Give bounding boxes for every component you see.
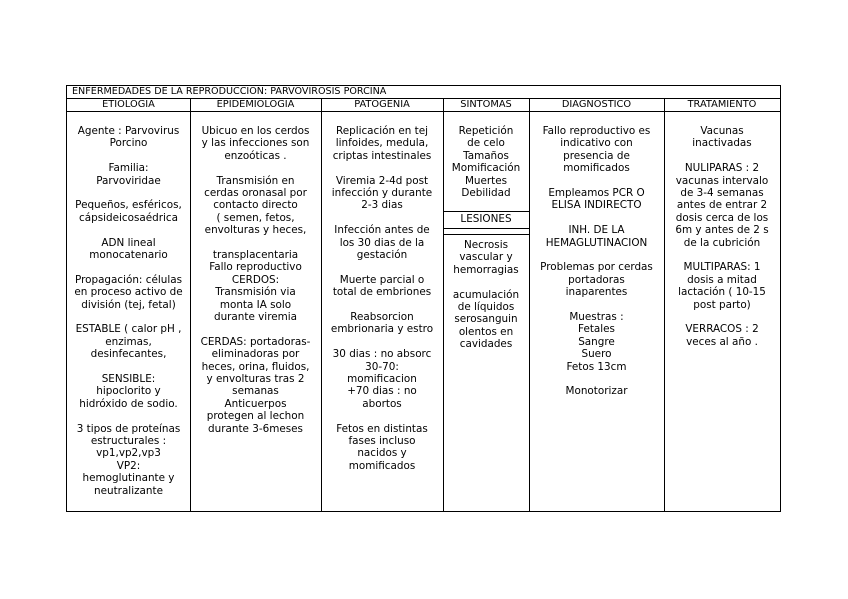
cell-line: Monotorizar — [565, 385, 628, 398]
cell-line: cerdas oronasal por — [204, 187, 307, 200]
cell-line — [445, 276, 527, 288]
cell-line: inaparentes — [565, 286, 628, 299]
cell-line: VP2: — [116, 459, 141, 472]
cell-line: HEMAGLUTINACION — [545, 236, 648, 249]
cell-line: de 3-4 semanas — [680, 187, 764, 200]
cell-line: 3 tipos de proteínas — [76, 422, 181, 435]
lesiones-divider — [443, 228, 529, 229]
cell-line: inactivadas — [692, 137, 752, 150]
cell-line: durante 3-6meses — [208, 422, 303, 435]
cell-line: en proceso activo de — [74, 286, 183, 299]
cell-line: Momificación — [451, 162, 521, 175]
cell-line: Necrosis — [464, 239, 508, 251]
cell-line: vacunas intervalo — [675, 174, 769, 187]
cell-line: los 30 dias de la — [339, 236, 425, 249]
lesiones-cell — [443, 239, 529, 351]
cell-line: embrionaria y estro — [330, 323, 434, 336]
cell-line: contacto directo — [213, 199, 298, 212]
cell-line: Fallo reproductivo es — [542, 125, 651, 137]
cell-line: portadoras — [568, 273, 625, 286]
header-sintomas: SINTOMAS — [443, 99, 529, 112]
cell-line: post parto) — [693, 298, 751, 311]
cell-line: serosanguin — [454, 313, 518, 326]
cell-line: presencia de — [563, 149, 630, 162]
cell-line: CERDAS: portadoras- — [200, 335, 311, 348]
cell-line: Fetos 13cm — [566, 360, 627, 373]
cell-line: Repetición — [458, 125, 514, 137]
cell-line — [531, 249, 662, 261]
cell-line: Tamaños — [463, 149, 509, 162]
cell-line: transplacentaria — [212, 249, 299, 262]
cell-line: división (tej, fetal) — [81, 298, 176, 311]
cell-line: Anticuerpos — [224, 397, 287, 410]
cell-line — [323, 162, 441, 174]
cell-line: Viremia 2-4d post — [335, 174, 429, 187]
header-etiologia: ETIOLOGIA — [67, 99, 190, 112]
cell-line: monocatenario — [89, 249, 168, 262]
cell-line — [192, 162, 319, 174]
cell-line: desinfecantes, — [90, 348, 167, 361]
cell-line: Transmisión via — [215, 286, 296, 299]
etiologia-cell — [67, 112, 190, 511]
cell-line: dosis a mitad — [687, 273, 757, 286]
cell-line — [69, 361, 188, 373]
cell-line: enzimas, — [105, 335, 152, 348]
cell-line: Fetos en distintas — [336, 422, 428, 435]
cell-line — [666, 311, 778, 323]
cell-line: Fetales — [578, 323, 615, 336]
cell-line: Agente : Parvovirus — [77, 125, 180, 137]
header-tratamiento: TRATAMIENTO — [664, 99, 780, 112]
cell-line: Sangre — [578, 335, 615, 348]
lesiones-divider — [443, 234, 529, 235]
cell-line — [323, 261, 441, 273]
cell-line: hemoglutinante y — [82, 472, 175, 485]
cell-line: Empleamos PCR O — [548, 187, 645, 200]
cell-line: lactación ( 10-15 — [678, 286, 766, 299]
cell-line — [666, 249, 778, 261]
cell-line: Propagación: células — [74, 273, 182, 286]
cell-line — [192, 237, 319, 249]
cell-line: ELISA INDIRECTO — [551, 199, 642, 212]
cell-line — [323, 410, 441, 422]
cell-line: nacidos y — [357, 447, 407, 460]
cell-line — [69, 150, 188, 162]
cell-line: vascular y — [459, 251, 513, 264]
sintomas-cell — [443, 112, 529, 199]
cell-line: dosis cerca de los — [675, 211, 769, 224]
cell-line: abortos — [362, 397, 402, 410]
cell-line: Suero — [581, 348, 612, 361]
cell-line — [69, 261, 188, 273]
cell-line: ADN lineal — [101, 236, 156, 249]
cell-line: total de embriones — [332, 286, 432, 299]
cell-line: Reabsorcion — [350, 311, 414, 324]
cell-line — [69, 224, 188, 236]
cell-line: estructurales : — [90, 435, 167, 448]
epidemiologia-cell — [190, 112, 321, 511]
cell-line: 30-70: — [365, 360, 399, 373]
cell-line: Replicación en tej — [335, 125, 429, 137]
cell-line: cavidades — [459, 338, 513, 351]
cell-line: Familia: — [108, 162, 149, 175]
cell-line: Pequeños, esféricos, — [75, 199, 182, 212]
cell-line: de celo — [467, 137, 505, 150]
cell-line: y envolturas tras 2 — [206, 373, 305, 386]
cell-line: criptas intestinales — [332, 149, 432, 162]
cell-line: de líquidos — [457, 301, 515, 314]
cell-line: envolturas y heces, — [204, 224, 307, 237]
cell-line: 30 dias : no absorc — [332, 348, 432, 361]
cell-line: Porcino — [109, 137, 148, 150]
lesiones-label: LESIONES — [460, 213, 512, 225]
header-patogenia: PATOGENIA — [321, 99, 443, 112]
cell-line: infección y durante — [331, 187, 433, 200]
tratamiento-cell — [664, 112, 780, 511]
cell-line: Transmisión en — [216, 174, 295, 187]
cell-line: MULTIPARAS: 1 — [683, 261, 761, 274]
cell-line: Muestras : — [569, 311, 624, 324]
cell-line: 2-3 dias — [361, 199, 403, 212]
cell-line — [531, 212, 662, 224]
cell-line: olentos en — [458, 325, 514, 338]
cell-line — [69, 187, 188, 199]
cell-line: indicativo con — [560, 137, 633, 150]
cell-line — [323, 299, 441, 311]
cell-line: momificacion — [347, 373, 417, 386]
cell-line: Vacunas — [700, 125, 744, 137]
cell-line: momificados — [348, 459, 416, 472]
cell-line: y las infecciones son — [201, 137, 310, 150]
cell-line: ( semen, fetos, — [216, 211, 295, 224]
cell-line: enzoóticas . — [224, 149, 287, 162]
patogenia-cell — [321, 112, 443, 511]
cell-line: monta IA solo — [219, 298, 292, 311]
cell-line: INH. DE LA — [568, 224, 625, 237]
cell-line: neutralizante — [94, 484, 163, 497]
cell-line: 6m y antes de 2 s — [675, 224, 769, 237]
cell-line: hipoclorito y — [96, 385, 161, 398]
cell-line: cápsideicosaédrica — [79, 211, 178, 224]
cell-line: SENSIBLE: — [101, 373, 156, 386]
header-epidemiologia: EPIDEMIOLOGIA — [190, 99, 321, 112]
cell-line: Debilidad — [461, 187, 511, 200]
cell-line: CERDOS: — [231, 273, 280, 286]
cell-line: eliminadoras por — [211, 348, 300, 361]
diagnostico-cell — [529, 112, 664, 511]
cell-line: Parvoviridae — [96, 174, 161, 187]
cell-line: durante viremia — [213, 311, 298, 324]
cell-line — [531, 373, 662, 385]
cell-line: ESTABLE ( calor pH , — [75, 323, 182, 336]
disease-table — [66, 85, 781, 512]
cell-line: NULIPARAS : 2 — [684, 162, 760, 175]
table-title: ENFERMEDADES DE LA REPRODUCCION: PARVOVIROSIS PORCINA — [67, 86, 780, 99]
cell-line: Muerte parcial o — [339, 273, 425, 286]
cell-line: Muertes — [464, 174, 508, 187]
cell-line: de la cubrición — [683, 236, 761, 249]
cell-line — [666, 150, 778, 162]
cell-line: momificados — [563, 162, 630, 175]
cell-line: VERRACOS : 2 — [685, 323, 759, 336]
cell-line: +70 dias : no — [347, 385, 417, 398]
cell-line: fases incluso — [348, 435, 416, 448]
cell-line: vp1,vp2,vp3 — [96, 447, 161, 460]
cell-line: Problemas por cerdas — [540, 261, 653, 274]
cell-line — [69, 410, 188, 422]
cell-line: acumulación — [452, 288, 520, 301]
cell-line: hemorragias — [453, 263, 519, 276]
cell-line — [531, 175, 662, 187]
cell-line: Fallo reproductivo — [209, 261, 302, 274]
cell-line: heces, orina, fluidos, — [201, 360, 310, 373]
cell-line — [323, 336, 441, 348]
cell-line: linfoides, medula, — [335, 137, 429, 150]
header-diagnostico: DIAGNOSTICO — [529, 99, 664, 112]
cell-line — [192, 323, 319, 335]
cell-line: Infección antes de — [334, 224, 430, 237]
cell-line — [323, 212, 441, 224]
cell-line — [531, 299, 662, 311]
cell-line: hidróxido de sodio. — [79, 397, 178, 410]
cell-line: Ubicuo en los cerdos — [201, 125, 310, 137]
cell-line: semanas — [232, 385, 279, 398]
sintomas-column — [443, 112, 529, 511]
cell-line — [69, 311, 188, 323]
cell-line: gestación — [356, 249, 408, 262]
cell-line: protegen al lechon — [206, 410, 305, 423]
cell-line: veces al año . — [686, 335, 758, 348]
cell-line: antes de entrar 2 — [676, 199, 768, 212]
